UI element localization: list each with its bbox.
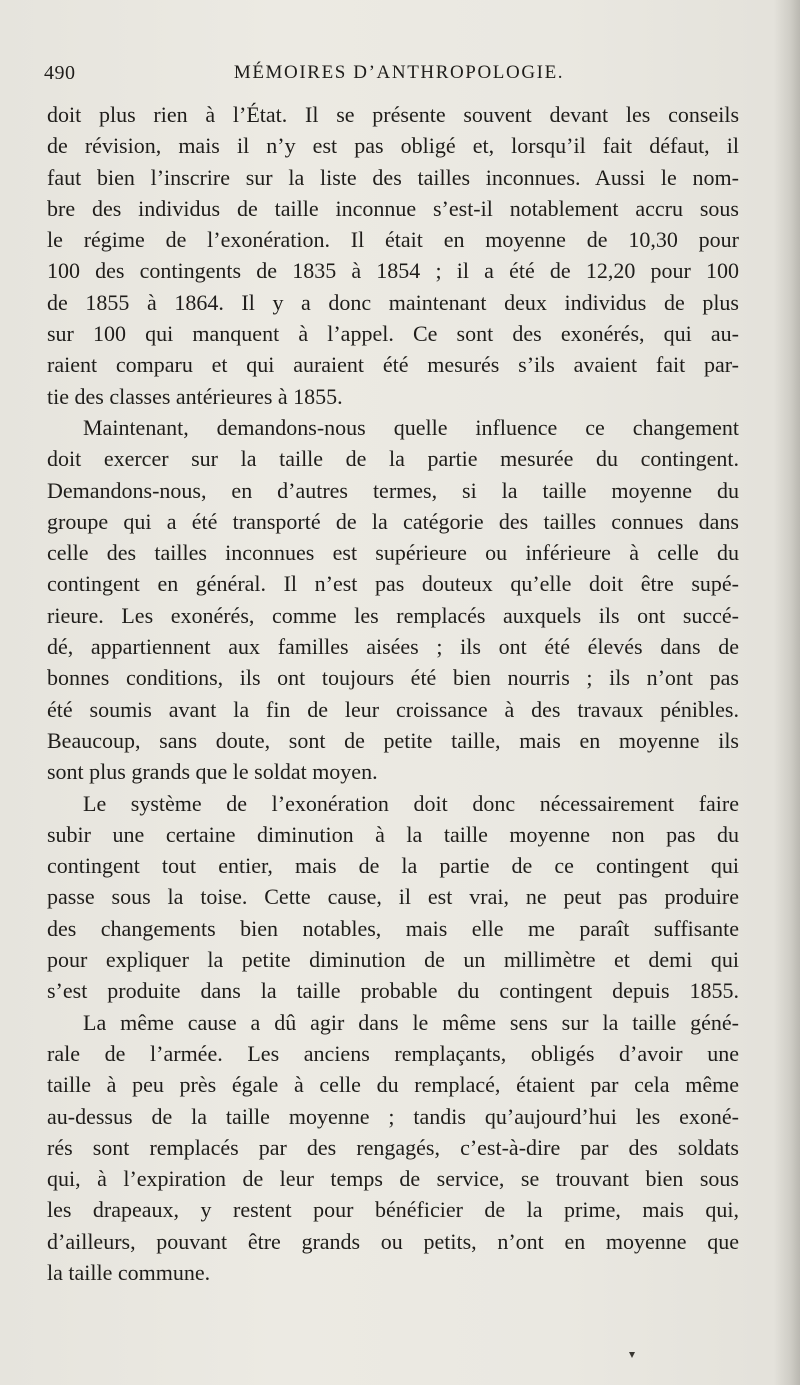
text-line: rés sont remplacés par des rengagés, c’est-à-dire par des soldats: [47, 1134, 739, 1160]
paragraph-start-line: Maintenant, demandons-nous quelle influence ce changement: [83, 414, 739, 440]
printer-mark-icon: [629, 1352, 635, 1358]
text-line: s’est produite dans la taille probable du contingent depuis 1855.: [47, 978, 739, 1004]
text-line: bre des individus de taille inconnue s’est-il notablement accru sous: [47, 195, 739, 221]
text-line: pour expliquer la petite diminution de un millimètre et demi qui: [47, 947, 739, 973]
text-line: contingent tout entier, mais de la partie de ce contingent qui: [47, 853, 739, 879]
text-line: le régime de l’exonération. Il était en moyenne de 10,30 pour: [47, 227, 739, 253]
text-line: dé, appartiennent aux familles aisées ; ils ont été élevés dans de: [47, 634, 739, 660]
page-header: [44, 62, 754, 92]
text-line: raient comparu et qui auraient été mesurés s’ils avaient fait par-: [47, 352, 739, 378]
text-line: doit plus rien à l’État. Il se présente souvent devant les conseils: [47, 102, 739, 127]
text-line: 100 des contingents de 1835 à 1854 ; il a été de 12,20 pour 100: [47, 258, 739, 284]
paragraph-end-line: sont plus grands que le soldat moyen.: [47, 759, 378, 785]
text-line: taille à peu près égale à celle du remplacé, étaient par cela même: [47, 1072, 739, 1098]
text-line: subir une certaine diminution à la taille moyenne non pas du: [47, 821, 739, 847]
text-line: de révision, mais il n’y est pas obligé et, lorsqu’il fait défaut, il: [47, 133, 739, 159]
page-number: 490: [44, 62, 76, 84]
text-line: bonnes conditions, ils ont toujours été bien nourris ; ils n’ont pas: [47, 665, 739, 691]
text-line: Beaucoup, sans doute, sont de petite taille, mais en moyenne ils: [47, 727, 739, 753]
page-edge-shadow: [774, 0, 800, 1385]
text-line: groupe qui a été transporté de la catégorie des tailles connues dans: [47, 508, 739, 534]
text-line: Demandons-nous, en d’autres termes, si la taille moyenne du: [47, 477, 739, 503]
text-line: doit exercer sur la taille de la partie mesurée du contingent.: [47, 446, 739, 472]
text-line: sur 100 qui manquent à l’appel. Ce sont des exonérés, qui au-: [47, 321, 739, 347]
paragraph-end-line: la taille commune.: [47, 1259, 211, 1285]
text-line: contingent en général. Il n’est pas douteux qu’elle doit être supé-: [47, 571, 739, 597]
text-line: celle des tailles inconnues est supérieure ou inférieure à celle du: [47, 540, 739, 566]
text-line: les drapeaux, y restent pour bénéficier de la prime, mais qui,: [47, 1197, 739, 1223]
paragraph-start-line: Le système de l’exonération doit donc nécessairement faire: [83, 790, 739, 816]
text-line: rale de l’armée. Les anciens remplaçants, obligés d’avoir une: [47, 1040, 739, 1066]
text-line: passe sous la toise. Cette cause, il est vrai, ne peut pas produire: [47, 884, 739, 910]
text-line: d’ailleurs, pouvant être grands ou petits, n’ont en moyenne que: [47, 1228, 739, 1254]
running-title: MÉMOIRES D’ANTHROPOLOGIE.: [233, 62, 565, 83]
text-line: au-dessus de la taille moyenne ; tandis qu’aujourd’hui les exoné-: [47, 1103, 739, 1129]
text-line: rieure. Les exonérés, comme les remplacés auxquels ils ont succé-: [47, 602, 739, 628]
text-line: qui, à l’expiration de leur temps de service, se trouvant bien sous: [47, 1166, 739, 1192]
paragraph-start-line: La même cause a dû agir dans le même sens sur la taille géné-: [83, 1009, 739, 1035]
body-text: [47, 99, 739, 1288]
text-line: des changements bien notables, mais elle me paraît suffisante: [47, 915, 739, 941]
paragraph-end-line: tie des classes antérieures à 1855.: [47, 383, 343, 409]
text-line: de 1855 à 1864. Il y a donc maintenant deux individus de plus: [47, 289, 739, 315]
text-line: faut bien l’inscrire sur la liste des tailles inconnues. Aussi le nom-: [47, 164, 739, 190]
text-line: été soumis avant la fin de leur croissance à des travaux pénibles.: [47, 696, 739, 722]
